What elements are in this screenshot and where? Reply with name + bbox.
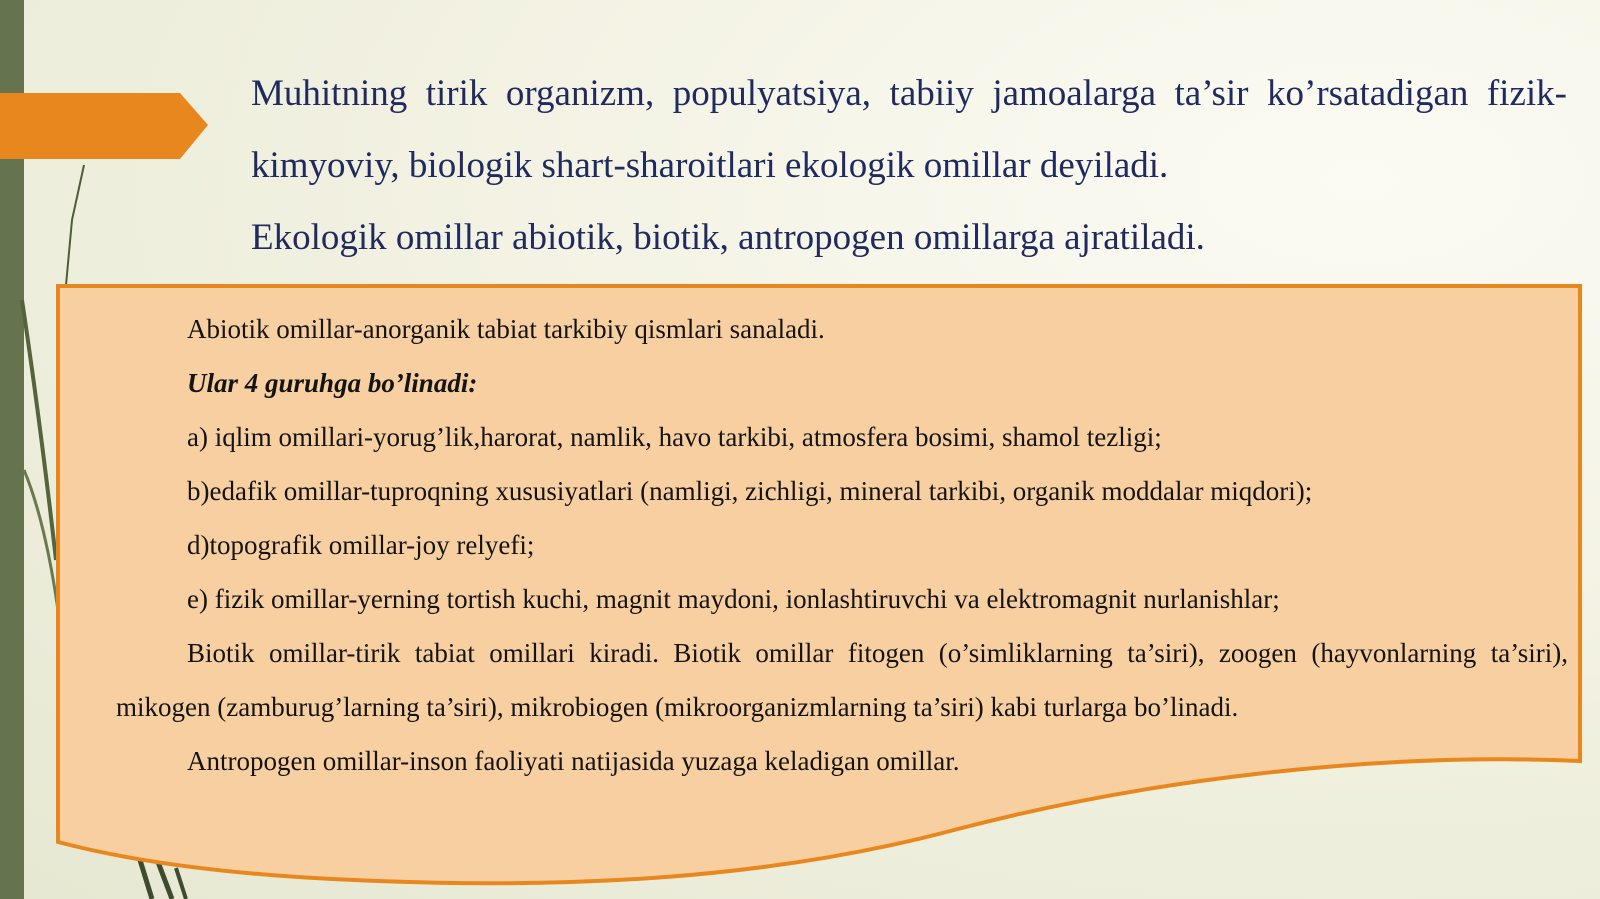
panel-line-edaphic-factors: b)edafik omillar-tuproqning xususiyatlari (namligi, zichligi, mineral tarkibi, organik moddalar miqdori); (187, 476, 1313, 506)
panel-line-climate-factors: a) iqlim omillari-yorug’lik,harorat, namlik, havo tarkibi, atmosfera bosimi, shamol tezligi; (187, 422, 1162, 452)
panel-line-abiotic-definition: Abiotik omillar-anorganik tabiat tarkibiy qismlari sanaladi. (187, 314, 825, 344)
panel-line-anthropogenic-factors: Antropogen omillar-inson faoliyati natijasida yuzaga keladigan omillar. (187, 746, 960, 776)
intro-paragraph-1: Muhitning tirik organizm, populyatsiya, tabiiy jamoalarga ta’sir ko’rsatadigan fizik-kimyoviy, biologik shart-sharoitlari ekologik omillar deyiladi. (251, 73, 1567, 186)
panel-line-groups-heading: Ular 4 guruhga bo’linadi: (187, 368, 478, 398)
orange-arrow-tab (0, 93, 210, 161)
abiotic-panel (116, 302, 1568, 788)
panel-line-physical-factors: e) fizik omillar-yerning tortish kuchi, magnit maydoni, ionlashtiruvchi va elektromagnit nurlanishlar; (187, 584, 1280, 614)
intro-text (251, 58, 1567, 274)
intro-paragraph-2: Ekologik omillar abiotik, biotik, antropogen omillarga ajratiladi. (251, 217, 1205, 258)
panel-line-biotic-factors: Biotik omillar-tirik tabiat omillari kiradi. Biotik omillar fitogen (o’simliklarning ta’siri), zoogen (hayvonlarning ta’siri), mikogen (zamburug’larning ta’siri), mikrobiogen (mikroorganizmlarning ta’siri) kabi turlarga bo’linadi. (116, 638, 1568, 722)
panel-line-topographic-factors: d)topografik omillar-joy relyefi; (187, 530, 535, 560)
